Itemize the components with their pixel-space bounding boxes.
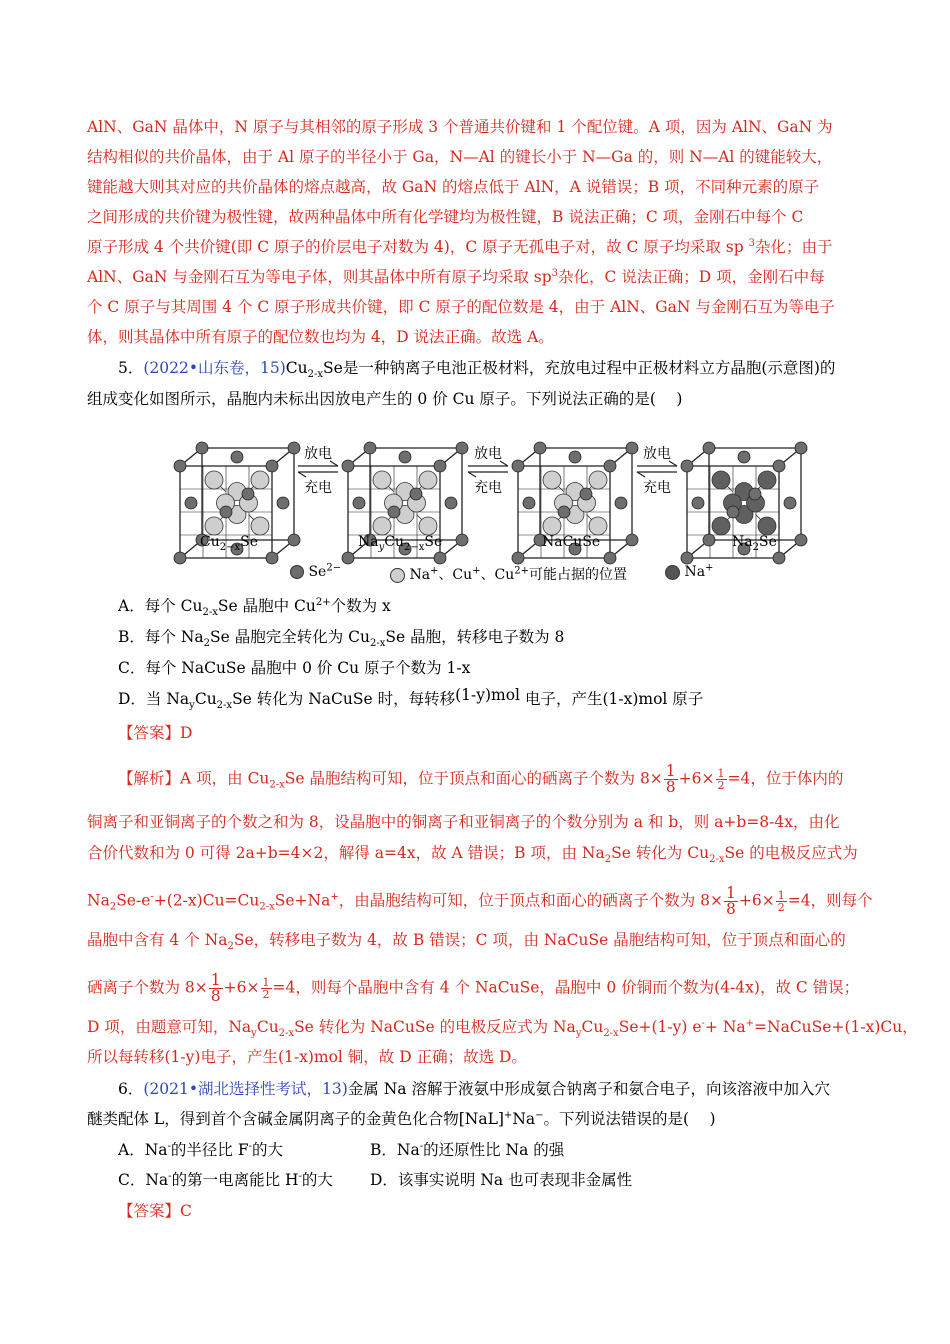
question-6-stem: 6．(2021•湖北选择性考试，13)金属 Na 溶解于液氨中形成氨合钠离子和氨合电子，向该溶液中加入穴 [118, 1080, 830, 1098]
se-atom [342, 552, 354, 564]
reversible-arrow [468, 445, 508, 496]
legend-positions: Na+、Cu+、$Cu^{2+}$可能占据的位置 [390, 564, 627, 584]
explanation-line: 之间形成的共价键为极性键，故两种晶体中所有化学键均为极性键，B 说法正确；C 项，金刚石中每个 C [87, 208, 804, 226]
se-atom [738, 451, 750, 463]
se-atom [388, 506, 400, 518]
analysis-line: 铜离子和亚铜离子的个数之和为 8，设晶胞中的铜离子和亚铜离子的个数分别为 a 和 b，则 a+b=8-4x，由化 [87, 813, 840, 831]
option-a: A．每个 $Cu_{2-x}Se$ 晶胞中 $Cu^{2+}$个数为 x [118, 596, 391, 619]
cation-site [589, 471, 607, 489]
analysis-line: 合价代数和为 0 可得 2a+b=4×2，解得 a=4x，故 A 错误；B 项，由 $Na_2Se$ 转化为 $Cu_{2-x}Se$ 的电极反应式为 [87, 844, 858, 866]
option-c: C．每个 NaCuSe 晶胞中 0 价 Cu 原子个数为 1-x [118, 659, 471, 677]
se-atom [703, 442, 715, 454]
se-atom [242, 488, 254, 500]
se-atom [288, 534, 300, 546]
se-atom [604, 460, 616, 472]
cation-site [758, 471, 776, 489]
se-atom [558, 506, 570, 518]
cation-site [205, 471, 223, 489]
se-atom [196, 442, 208, 454]
option-d: D．当 $Na_yCu_{2-x}Se$ 转化为 NaCuSe 时，每转移(1-y)mol 电子，产生(1-x)mol 原子 [118, 686, 704, 712]
se-atom [445, 497, 457, 509]
cation-site [205, 517, 223, 535]
explanation-line: AlN、GaN 晶体中，N 原子与其相邻的原子形成 3 个普通共价键和 1 个配位键。A 项，因为 AlN、GaN 为 [87, 118, 833, 136]
se-atom [174, 460, 186, 472]
se-atom [626, 442, 638, 454]
reversible-arrow [637, 445, 677, 496]
analysis-line: 所以每转移(1-y)电子，产生(1-x)mol 铜，故 D 正确；故选 D。 [87, 1048, 527, 1066]
option-b: B．Na-的还原性比 Na 的强 [370, 1140, 565, 1159]
se-atom [174, 552, 186, 564]
question-5-stem-2: 组成变化如图所示，晶胞内未标出因放电产生的 0 价 Cu 原子。下列说法正确的是( ) [87, 390, 683, 408]
se-atom [220, 506, 232, 518]
cation-site [373, 517, 391, 535]
se-atom [277, 497, 289, 509]
cation-site [419, 517, 437, 535]
question-source: (2022•山东卷，15) [143, 359, 286, 377]
answer-5: 【答案】D [118, 724, 193, 742]
cation-site [251, 517, 269, 535]
question-6-stem-2: 醚类配体 L，得到首个含碱金属阴离子的金黄色化合物[NaL]+Na−。下列说法错误的是( ) [87, 1109, 716, 1128]
se-atom [703, 534, 715, 546]
cell-label: $Na_2Se$ [732, 534, 777, 553]
explanation-line: 键能越大则其对应的共价晶体的熔点越高，故 GaN 的熔点低于 AlN，A 说错误；B 项，不同种元素的原子 [87, 178, 820, 196]
se-atom [784, 497, 796, 509]
se-atom [534, 442, 546, 454]
cation-site [543, 471, 561, 489]
se-atom [410, 488, 422, 500]
arrow-label-charge: 充电 [304, 480, 332, 496]
cell-label: $Na_yCu_{2-x}Se$ [358, 534, 443, 553]
se-atom [604, 552, 616, 564]
explanation-line: AlN、GaN 与金刚石互为等电子体，则其晶体中所有原子均采取 $sp^3$杂化，C 说法正确；D 项，金刚石中每 [87, 267, 825, 286]
se-atom [288, 442, 300, 454]
se-atom [773, 552, 785, 564]
option-b: B．每个 $Na_2Se$ 晶胞完全转化为 $Cu_{2-x}Se$ 晶胞，转移电子数为 8 [118, 628, 565, 650]
se-atom [456, 534, 468, 546]
se-atom [434, 552, 446, 564]
explanation-line: 体，则其晶体中所有原子的配位数也均为 4，D 说法正确。故选 A。 [87, 328, 554, 346]
cation-site [589, 517, 607, 535]
legend-na: Na+ [665, 564, 713, 580]
cation-site [712, 517, 730, 535]
explanation-line: 个 C 原子与其周围 4 个 C 原子形成共价键，即 C 原子的配位数是 4，由于 AlN、GaN 与金刚石互为等电子 [87, 298, 835, 316]
cation-site [758, 517, 776, 535]
cation-site [251, 471, 269, 489]
se-atom [266, 460, 278, 472]
se-atom [456, 442, 468, 454]
se-atom [512, 460, 524, 472]
se-atom [727, 506, 739, 518]
legend-se: $Se^{2-}$ [290, 564, 341, 580]
se-atom [580, 488, 592, 500]
question-source: (2021•湖北选择性考试，13) [143, 1080, 348, 1098]
se-atom [434, 460, 446, 472]
answer-6: 【答案】C [118, 1202, 192, 1220]
se-atom [523, 497, 535, 509]
se-atom [749, 488, 761, 500]
se-atom [795, 534, 807, 546]
arrow-label-charge: 充电 [474, 480, 502, 496]
se-atom [681, 552, 693, 564]
se-atom [773, 460, 785, 472]
option-c: C．Na-的第一电离能比 H-的大 [118, 1170, 333, 1189]
cation-site [373, 471, 391, 489]
cation-site [543, 517, 561, 535]
se-atom [266, 552, 278, 564]
se-atom [795, 442, 807, 454]
se-atom [185, 497, 197, 509]
explanation-line: 原子形成 4 个共价键(即 C 原子的价层电子对数为 4)，C 原子无孤电子对，故 C 原子均采取 sp $^3$杂化；由于 [87, 237, 833, 256]
arrow-label-discharge: 放电 [474, 446, 502, 462]
question-5-stem: 5．(2022•山东卷，$15)Cu_{2-x}Se$是一种钠离子电池正极材料，充放电过程中正极材料立方晶胞(示意图)的 [118, 359, 836, 381]
reversible-arrow [298, 445, 338, 496]
se-atom [681, 460, 693, 472]
option-d: D．该事实说明 Na 也可表现非金属性 [370, 1171, 633, 1189]
arrow-label-discharge: 放电 [643, 446, 671, 462]
analysis-line: 晶胞中含有 4 个 $Na_2Se$，转移电子数为 4，故 B 错误；C 项，由 NaCuSe 晶胞结构可知，位于顶点和面心的 [87, 931, 846, 953]
option-a: A．Na-的半径比 F-的大 [118, 1140, 283, 1159]
se-atom [231, 451, 243, 463]
cell-label: NaCuSe [542, 534, 601, 550]
se-atom [342, 460, 354, 472]
cation-site [712, 471, 730, 489]
se-atom [353, 497, 365, 509]
se-atom [364, 442, 376, 454]
analysis-line: 【解析】A 项，由 $Cu_{2-x}Se$ 晶胞结构可知，位于顶点和面心的硒离子个数为 8× $\frac{1}{8}$ +6× $\frac{1}{2}$ =4，位于体内的 [118, 762, 844, 796]
se-atom [615, 497, 627, 509]
analysis-line: D 项，由题意可知，$Na_yCu_{2-x}Se$ 转化为 NaCuSe 的电极反应式为 $Na_yCu_{2-x}Se+(1-y)$ e-+ Na+=NaCuSe+(1-x)Cu， [87, 1017, 918, 1040]
se-atom [626, 534, 638, 546]
se-atom [399, 451, 411, 463]
se-atom [569, 451, 581, 463]
se-atom [692, 497, 704, 509]
cation-site [419, 471, 437, 489]
cell-label: $Cu_{2-x}Se$ [200, 534, 259, 553]
crystal-cell-diagram [170, 418, 870, 588]
arrow-label-discharge: 放电 [304, 446, 332, 462]
analysis-line: 硒离子个数为 8× $\frac{1}{8}$ +6× $\frac{1}{2}$ =4，则每个晶胞中含有 4 个 NaCuSe，晶胞中 0 价铜而个数为(4-4x)，故 C 错误； [87, 971, 860, 1005]
explanation-line: 结构相似的共价晶体，由于 Al 原子的半径小于 Ga，N—Al 的键长小于 N—Ga 的，则 N—Al 的键能较大， [87, 148, 833, 166]
arrow-label-charge: 充电 [643, 480, 671, 496]
se-atom [512, 552, 524, 564]
analysis-line: $Na_2Se-e^-+(2-x)Cu=Cu_{2-x}Se+Na^+$，由晶胞结构可知，位于顶点和面心的硒离子个数为 8× $\frac{1}{8}$ +6× $\frac{1}{2}$ =4，则每个 [87, 884, 873, 918]
